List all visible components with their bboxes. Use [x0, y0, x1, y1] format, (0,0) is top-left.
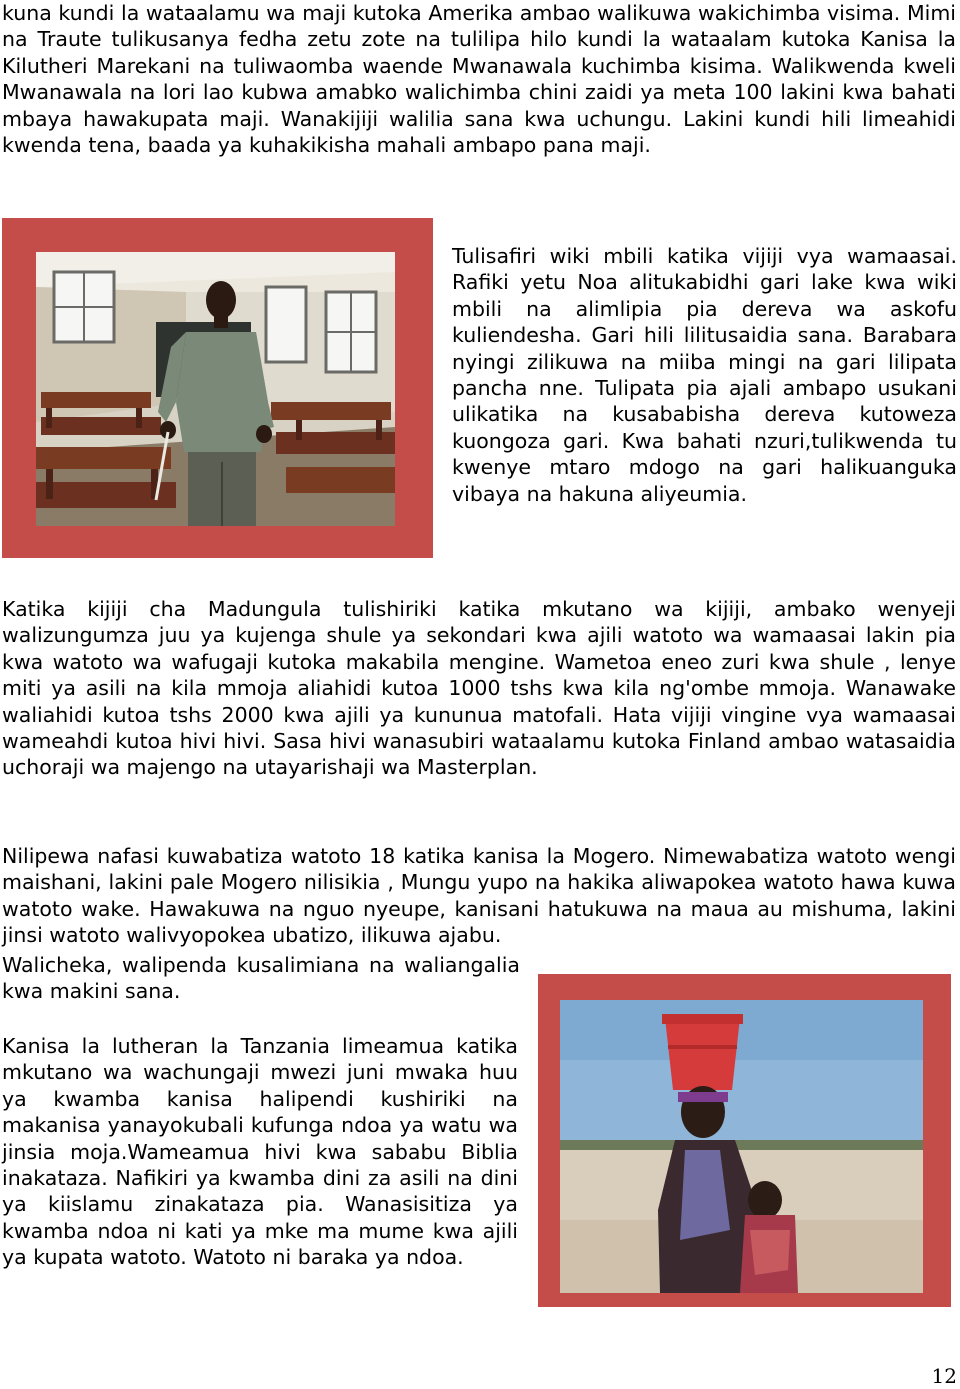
- church-decision-paragraph: Kanisa la lutheran la Tanzania limeamua katika mkutano wa wachungaji mwezi juni mwaka huu ya kwamba kanisa halipendi kushiriki na makanisa yanayokubali kufunga ndoa ya watu wa jinsia moja.Wameamua hivi kwa sababu Biblia inakataza. Nafikiri ya kwamba dini za asili na dini ya kiislamu zinakataza pia. Wanasisitiza ya kwamba ndoa ni kati ya mke ma mume kwa ajili ya kupata watoto. Watoto ni baraka ya ndoa.: [2, 1034, 518, 1270]
- travel-paragraph: Tulisafiri wiki mbili katika vijiji vya wamaasai. Rafiki yetu Noa alitukabidhi gari lake kwa wiki mbili na alimlipia pia dereva wa askofu kuliendesha. Gari hili lilitusaidia sana. Barabara nyingi zilikuwa na miiba mingi na gari lilipata pancha nne. Tulipata pia ajali ambapo usukani ulikatika na kusababisha dereva kutoweza kuongoza gari. Kwa bahati nzuri,tulikwenda tu kwenye mtaro mdogo na gari halikuanguka vibaya na hakuna aliyeumia.: [452, 244, 957, 506]
- woman-with-bucket-photo: [560, 1000, 923, 1293]
- village-meeting-paragraph: Katika kijiji cha Madungula tulishiriki katika mkutano wa kijiji, ambako wenyeji walizungumza juu ya kujenga shule ya sekondari kwa ajili watoto wa wamaasai lakin pia kwa watoto wa wafugaji kutoka makabila mengine. Wametoa eneo zuri kwa shule , lenye miti ya asili na kila mmoja aliahidi kutoa 1000 tshs kwa kila ng'ombe mmoja. Wanawake waliahidi kutoa tshs 2000 kwa ajili ya kununua matofali. Hata vijiji vingine vya wamaasai wameahdi kutoa hivi hivi. Sasa hivi wanasubiri wataalamu kutoka Finland ambao watasaidia uchoraji wa majengo na utayarishaji wa Masterplan.: [2, 597, 956, 780]
- page-number: 12: [931, 1364, 957, 1388]
- baptism-paragraph: Nilipewa nafasi kuwabatiza watoto 18 katika kanisa la Mogero. Nimewabatiza watoto wengi maishani, lakini pale Mogero nilisikia , Mungu yupo na hakika aliwapokea watoto hawa kuwa watoto wake. Hawakuwa na nguo nyeupe, kanisani hatukuwa na maua au mishuma, lakini jinsi watoto walivyopokea ubatizo, ilikuwa ajabu.: [2, 844, 956, 948]
- baptism-paragraph-end: Walicheka, walipenda kusalimiana na waliangalia kwa makini sana.: [2, 953, 520, 1004]
- intro-paragraph: kuna kundi la wataalamu wa maji kutoka Amerika ambao walikuwa wakichimba visima. Mimi na Traute tulikusanya fedha zetu zote na tulilipa hilo kundi la wataalam kutoka Kanisa la Kilutheri Marekani na tuliwaomba waende Mwanawala kuchimba kisima. Walikwenda kweli Mwanawala na lori lao kubwa amabko walichimba chini zaidi ya meta 100 lakini kwa bahati mbaya hawakupata maji. Wanakijiji walilia sana kwa uchungu. Lakini kundi hili limeahidi kwenda tena, baada ya kuhakikisha mahali ambapo pana maji.: [2, 1, 956, 158]
- classroom-photo: [36, 252, 395, 526]
